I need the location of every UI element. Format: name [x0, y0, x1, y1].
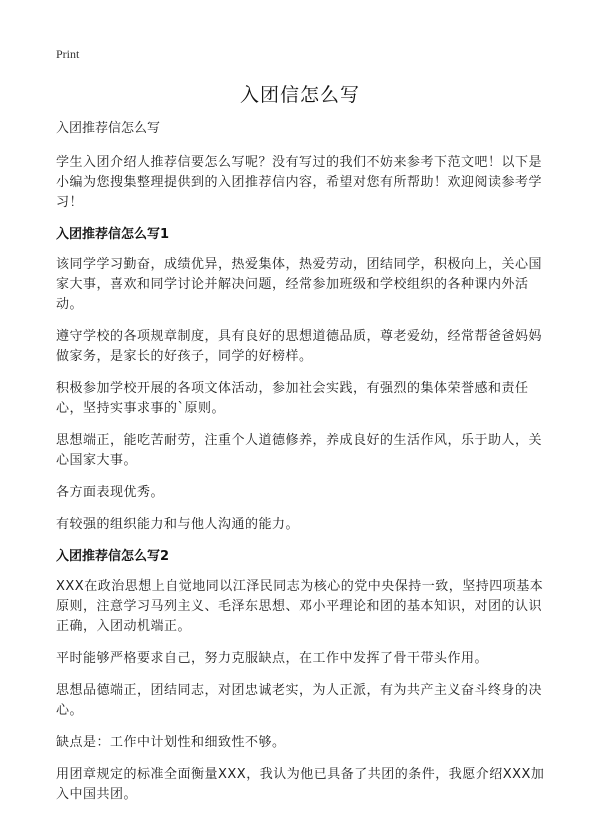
article-subtitle: 入团推荐信怎么写 — [56, 121, 161, 136]
section1-heading: 入团推荐信怎么写1 — [56, 227, 170, 242]
section1-paragraph: 思想端正，能吃苦耐劳，注重个人道德修养，养成良好的生活作风，乐于助人，关心国家大事。 — [56, 433, 543, 468]
section2-paragraph: 思想品德端正，团结同志，对团忠诚老实，为人正派，有为共产主义奋斗终身的决心。 — [56, 683, 543, 718]
section2-heading: 入团推荐信怎么写2 — [56, 549, 170, 564]
section2-paragraph: 用团章规定的标准全面衡量XXX，我认为他已具备了共团的条件，我愿介绍XXX加入中国共团。 — [56, 767, 545, 802]
section1-paragraph: 遵守学校的各项规章制度，具有良好的思想道德品质，尊老爱幼，经常帮爸爸妈妈做家务，是家长的好孩子，同学的好榜样。 — [56, 329, 543, 364]
section1-paragraph: 积极参加学校开展的各项文体活动，参加社会实践，有强烈的集体荣誉感和责任心，坚持实事求事的`原则。 — [56, 381, 529, 416]
article-body — [56, 119, 552, 817]
page-title: 入团信怎么写 — [239, 84, 360, 106]
section1-paragraph: 有较强的组织能力和与他人沟通的能力。 — [56, 517, 300, 532]
section2-paragraph: 平时能够严格要求自己，努力克服缺点，在工作中发挥了骨干带头作用。 — [56, 651, 489, 666]
section1-paragraph: 各方面表现优秀。 — [56, 485, 165, 500]
intro-paragraph: 学生入团介绍人推荐信要怎么写呢？没有写过的我们不妨来参考下范文吧！以下是小编为您搜集整理提供到的入团推荐信内容，希望对您有所帮助！欢迎阅读参考学习！ — [56, 155, 543, 210]
section2-paragraph: XXX在政治思想上自觉地同以江泽民同志为核心的党中央保持一致，坚持四项基本原则，注意学习马列主义、毛泽东思想、邓小平理论和团的基本知识，对团的认识正确，入团动机端正。 — [56, 579, 544, 634]
print-link[interactable]: Print — [56, 47, 80, 61]
section2-paragraph: 缺点是：工作中计划性和细致性不够。 — [56, 735, 286, 750]
section1-paragraph: 该同学学习勤奋，成绩优异，热爱集体，热爱劳动，团结同学，积极向上，关心国家大事，喜欢和同学讨论并解决问题，经常参加班级和学校组织的各种课内外活动。 — [56, 257, 543, 312]
